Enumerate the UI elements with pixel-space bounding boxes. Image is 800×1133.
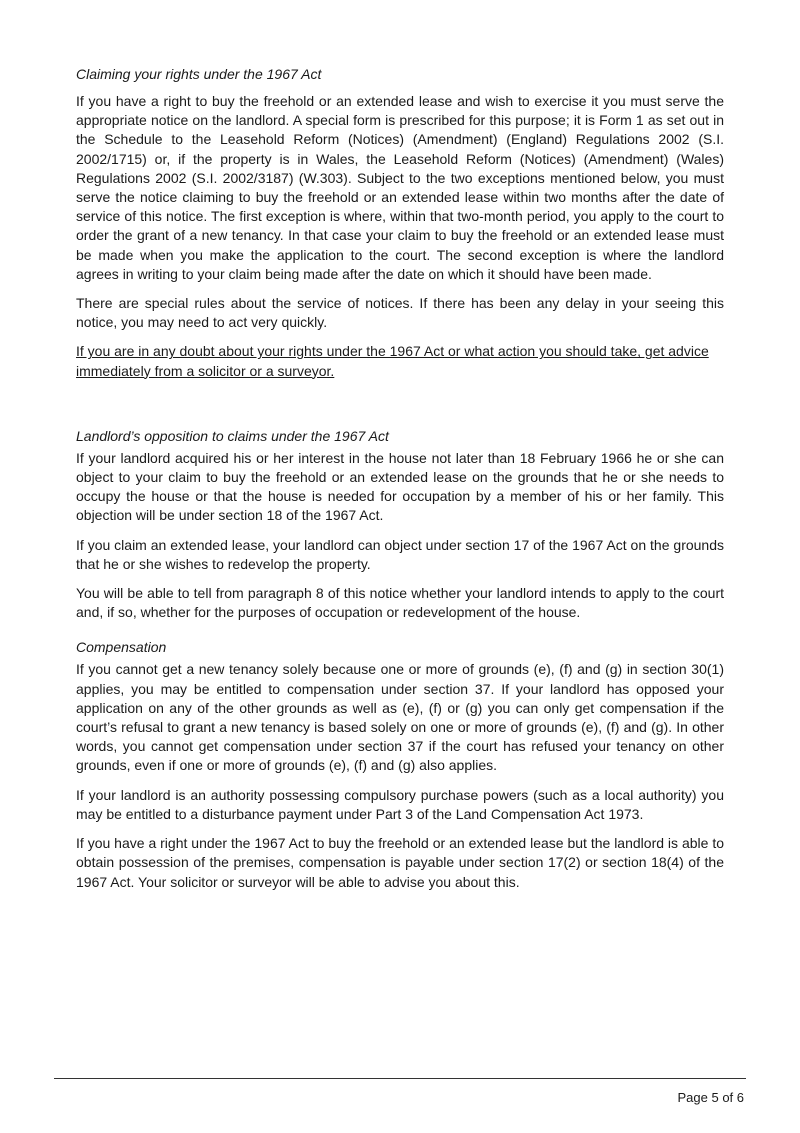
section-heading: Landlord’s opposition to claims under the 1967 Act — [76, 427, 389, 444]
section-landlord-opposition — [76, 427, 724, 623]
paragraph: If your landlord is an authority possessing compulsory purchase powers (such as a local authority) you may be entitled to a disturbance payment under Part 3 of the Land Compensation Act 1973. — [76, 786, 724, 822]
section-compensation — [76, 638, 724, 891]
section-heading: Compensation — [76, 639, 167, 656]
paragraph: You will be able to tell from paragraph 8 of this notice whether your landlord intends to apply to the court and, if so, whether for the purposes of occupation or redevelopment of the house. — [76, 585, 724, 621]
spacer — [76, 391, 724, 427]
page-number: Page 5 of 6 — [677, 1090, 744, 1105]
paragraph: If you have a right under the 1967 Act to buy the freehold or an extended lease but the landlord is able to obtain possession of the premises, compensation is payable under section 17(2) or section 18(4) of the 1967 Act. Your solicitor or surveyor will be able to advise you about this. — [76, 835, 724, 890]
section-heading: Claiming your rights under the 1967 Act — [76, 66, 322, 82]
section-claiming-rights — [76, 65, 724, 381]
underlined-advice: If you are in any doubt about your rights under the 1967 Act or what action you should take, get advice immediately from a solicitor or a surveyor. — [76, 343, 709, 379]
footer-divider — [54, 1078, 746, 1079]
paragraph: There are special rules about the service of notices. If there has been any delay in your seeing this notice, you may need to act very quickly. — [76, 295, 724, 331]
paragraph: If you claim an extended lease, your landlord can object under section 17 of the 1967 Act on the grounds that he or she wishes to redevelop the property. — [76, 536, 724, 572]
paragraph: If your landlord acquired his or her interest in the house not later than 18 February 1966 he or she can object to your claim to buy the freehold or an extended lease on the grounds that he or she needs to occupy the house or that the house is needed for occupation by a member of his or her family. This objection will be under section 18 of the 1967 Act. — [76, 449, 724, 524]
paragraph: If you have a right to buy the freehold or an extended lease and wish to exercise it you must serve the appropriate notice on the landlord. A special form is prescribed for this purpose; it is Form 1 as set out in the Schedule to the Leasehold Reform (Notices) (Amendment) (England) Regulations 2002 (S.I. 2002/1715) or, if the property is in Wales, the Leasehold Reform (Notices) (Amendment) (Wales) Regulations 2002 (S.I. 2002/3187) (W.303). Subject to the two exceptions mentioned below, you must serve the notice claiming to buy the freehold or an extended lease within two months after the date of service of this notice. The first exception is where, within that two-month period, you apply to the court to order the grant of a new tenancy. In that case your claim to buy the freehold or an extended lease must be made when you make the application to the court. The second exception is where the landlord agrees in writing to your claim being made after the date on which it should have been made. — [76, 93, 724, 282]
paragraph: If you cannot get a new tenancy solely because one or more of grounds (e), (f) and (g) in section 30(1) applies, you may be entitled to compensation under section 37. If your landlord has opposed your application on any of the other grounds as well as (e), (f) or (g) you can only get compensation if the court’s refusal to grant a new tenancy is based solely on one or more of grounds (e), (f) and (g). In other words, you cannot get compensation under section 37 if the court has refused your tenancy on other grounds, even if one or more of grounds (e), (f) and (g) also applies. — [76, 661, 724, 774]
document-page — [76, 65, 724, 902]
